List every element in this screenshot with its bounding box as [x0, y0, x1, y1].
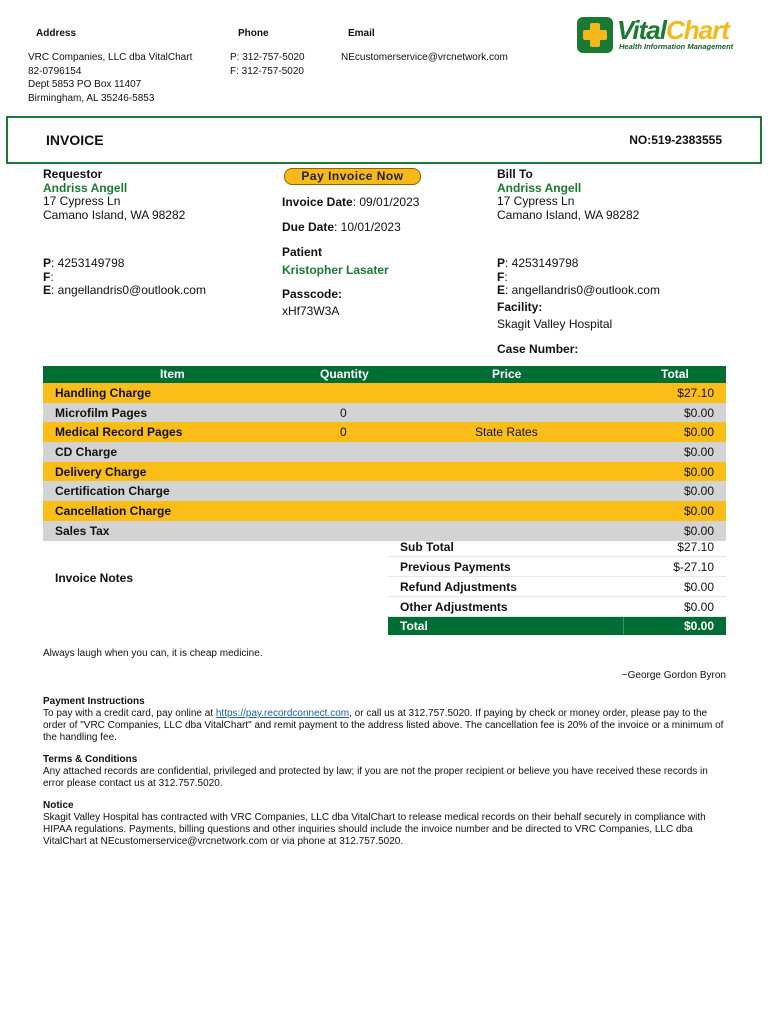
- table-row: Delivery Charge $0.00: [43, 462, 726, 482]
- summary-row-refund-adjustments: Refund Adjustments $0.00: [388, 577, 726, 597]
- bill-to-city: Camano Island, WA 98282: [497, 207, 640, 222]
- table-row: Microfilm Pages 0 $0.00: [43, 403, 726, 423]
- col-header-total: Total: [661, 367, 689, 381]
- phone-line: P: 312-757-5020: [230, 52, 305, 63]
- requestor-city: Camano Island, WA 98282: [43, 207, 186, 222]
- terms-conditions: [43, 754, 726, 790]
- address-line: Dept 5853 PO Box 11407: [28, 79, 142, 90]
- passcode-value: xHf73W3A: [282, 304, 340, 318]
- bill-to-label: Bill To: [497, 167, 533, 181]
- terms-title: Terms & Conditions: [43, 754, 138, 765]
- passcode-label: Passcode:: [282, 287, 343, 301]
- company-email: NEcustomerservice@vrcnetwork.com: [341, 52, 508, 63]
- case-number-label: Case Number:: [497, 342, 579, 356]
- payment-instructions-text: To pay with a credit card, pay online at https://pay.recordconnect.com, or call us at 312.757.5020. If paying by check or money order, please pay to the order of "VRC Companies, LLC dba VitalChart" and remit payment to the address listed above. The cancellation fee is 20% of the invoice or a minimum of the handling fee.: [43, 708, 724, 743]
- invoice-date: Invoice Date: 09/01/2023: [282, 195, 420, 209]
- facility-value: Skagit Valley Hospital: [497, 317, 613, 331]
- requestor-phone: : 4253149798: [51, 256, 125, 270]
- address-line: VRC Companies, LLC dba VitalChart: [28, 52, 193, 63]
- medical-cross-icon: [577, 17, 613, 53]
- summary-row-previous-payments: Previous Payments $-27.10: [388, 557, 726, 577]
- bill-to-block: [497, 167, 639, 222]
- col-header-price: Price: [492, 367, 522, 381]
- summary-row-total: Total $0.00: [388, 617, 726, 635]
- email-label: Email: [348, 28, 375, 39]
- notice-section: [43, 800, 726, 848]
- bill-to-fax: :: [504, 269, 508, 284]
- invoice-header-box: [6, 116, 762, 164]
- invoice-notes-label: Invoice Notes: [55, 571, 134, 585]
- payment-instructions: [43, 696, 726, 744]
- requestor-fax: :: [50, 269, 54, 284]
- invoice-title: INVOICE: [46, 132, 104, 148]
- table-row: Handling Charge $27.10: [43, 383, 726, 403]
- table-row: Sales Tax $0.00: [43, 521, 726, 541]
- col-header-quantity: Quantity: [320, 367, 369, 381]
- notice-text: Skagit Valley Hospital has contracted with VRC Companies, LLC dba VitalChart to release medical records on their behalf securely in compliance with HIPAA regulations. Payments, billing questions and other inquiries should include the invoice number and be directed to VRC Companies, LLC dba VitalChart at NEcustomerservice@vrcnetwork.com or via phone at 312.757.5020.: [43, 812, 706, 847]
- invoice-number: NO:519-2383555: [629, 133, 722, 147]
- pay-invoice-button[interactable]: Pay Invoice Now: [284, 168, 421, 185]
- bill-to-street: 17 Cypress Ln: [497, 194, 575, 208]
- requestor-name: Andriss Angell: [43, 181, 128, 195]
- company-phones: [230, 51, 305, 78]
- vitalchart-logo: [577, 17, 749, 55]
- terms-text: Any attached records are confidential, privileged and protected by law; if you are not the proper recipient or believe you have received these records in error please contact us at 312.757.5020.: [43, 766, 708, 789]
- requestor-label: Requestor: [43, 167, 103, 181]
- col-header-item: Item: [160, 367, 185, 381]
- table-row: Medical Record Pages 0 State Rates $0.00: [43, 422, 726, 442]
- patient-name: Kristopher Lasater: [282, 263, 389, 277]
- requestor-street: 17 Cypress Ln: [43, 194, 121, 208]
- address-label: Address: [36, 28, 77, 39]
- bill-to-phone: : 4253149798: [505, 256, 579, 270]
- table-row: Certification Charge $0.00: [43, 481, 726, 501]
- requestor-email: : angellandris0@outlook.com: [51, 283, 206, 297]
- payment-link[interactable]: https://pay.recordconnect.com: [215, 708, 350, 719]
- fax-line: F: 312-757-5020: [230, 65, 304, 77]
- company-address: [28, 51, 192, 105]
- due-date: Due Date: 10/01/2023: [282, 220, 401, 234]
- charges-table: [43, 366, 726, 541]
- address-line: 82-0796154: [28, 65, 82, 77]
- table-row: CD Charge $0.00: [43, 442, 726, 462]
- table-row: Cancellation Charge $0.00: [43, 501, 726, 521]
- patient-label: Patient: [282, 245, 323, 259]
- notice-title: Notice: [43, 800, 74, 811]
- quote-author: ~George Gordon Byron: [621, 670, 726, 681]
- requestor-block: [43, 167, 185, 222]
- facility-label: Facility:: [497, 300, 543, 314]
- phone-label: Phone: [238, 28, 269, 39]
- address-line: Birmingham, AL 35246-5853: [28, 92, 155, 104]
- payment-instructions-title: Payment Instructions: [43, 696, 145, 707]
- bill-to-email: : angellandris0@outlook.com: [505, 283, 660, 297]
- logo-tagline: Health Information Management: [619, 42, 734, 51]
- summary-row-other-adjustments: Other Adjustments $0.00: [388, 597, 726, 617]
- totals-summary: [388, 537, 726, 635]
- bill-to-name: Andriss Angell: [497, 181, 582, 195]
- quote-text: Always laugh when you can, it is cheap medicine.: [43, 648, 263, 659]
- summary-row-subtotal: Sub Total $27.10: [388, 537, 726, 557]
- requestor-contact: P: 4253149798 F: E: angellandris0@outlook.com: [43, 256, 206, 297]
- table-header: [43, 366, 726, 383]
- bill-to-contact: P: 4253149798 F: E: angellandris0@outlook.com: [497, 256, 660, 297]
- logo-wordmark: VitalChart: [617, 15, 729, 45]
